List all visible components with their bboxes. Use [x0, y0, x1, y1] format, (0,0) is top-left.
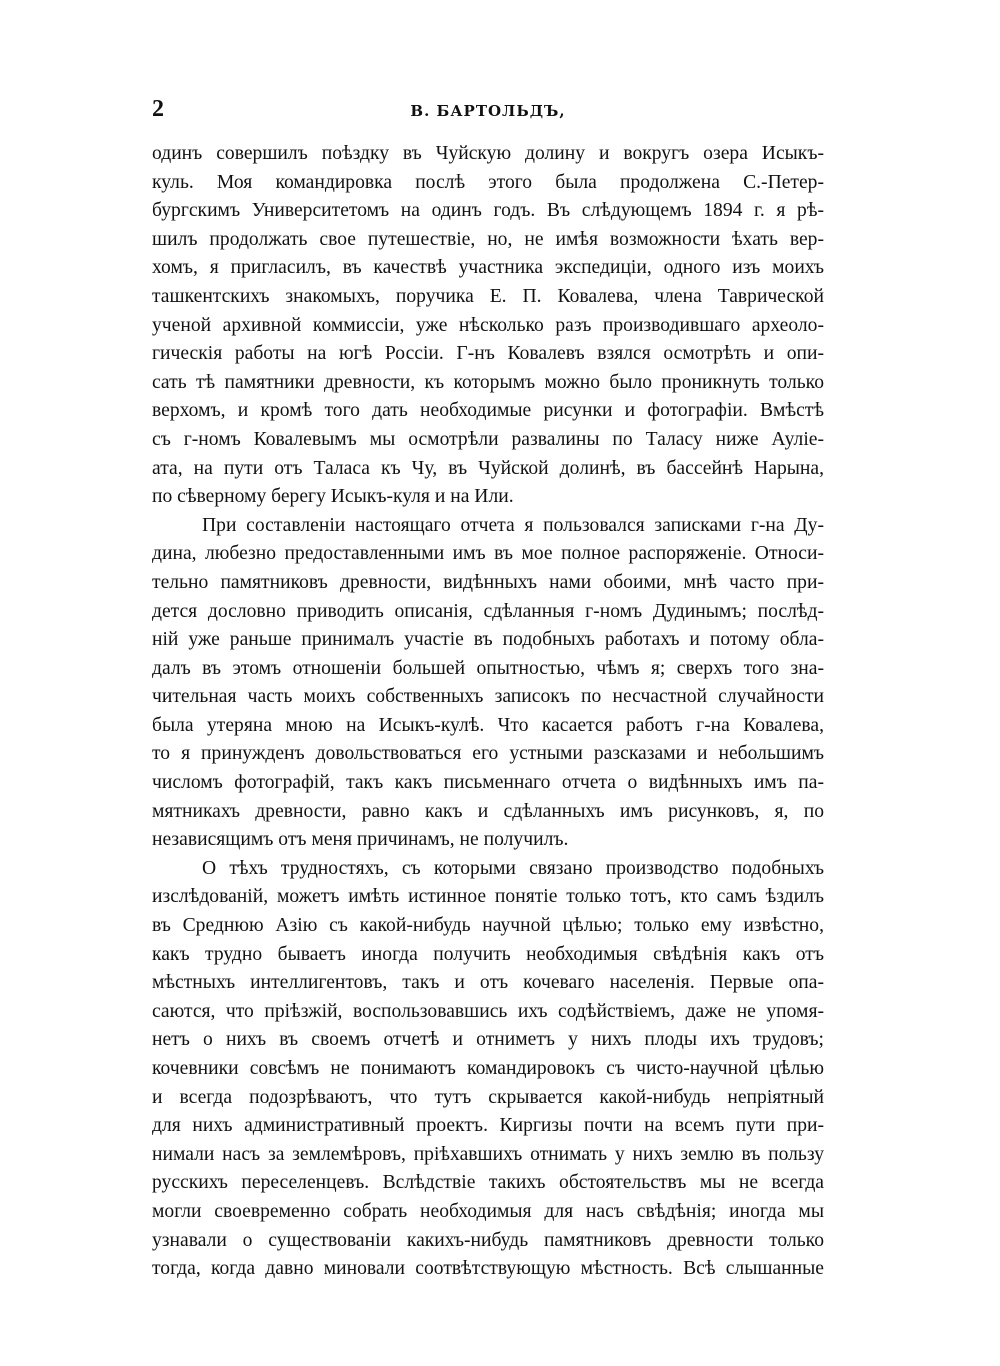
text-line: числомъ фотографій, такъ какъ письменнаго отчета о видѣнныхъ имъ па- [152, 772, 824, 794]
text-line: дется дословно приводить описанія, сдѣланныя г-номъ Дудинымъ; послѣд- [152, 600, 824, 622]
text-line: тогда, когда давно миновали соотвѣтствующую мѣстность. Всѣ слышанные [152, 1258, 824, 1280]
body-text [152, 140, 824, 1284]
text-line: бургскимъ Университетомъ на одинъ годъ. Въ слѣдующемъ 1894 г. я рѣ- [152, 200, 824, 222]
text-line: дина, любезно предоставленными имъ въ мое полное распоряженіе. Относи- [152, 543, 824, 565]
text-line: была утеряна мною на Исыкъ-кулѣ. Что касается работъ г-на Ковалева, [152, 714, 824, 736]
text-line: могли своевременно собрать необходимыя для насъ свѣдѣнія; иногда мы [152, 1200, 824, 1222]
text-line: какъ трудно бываетъ иногда получить необходимыя свѣдѣнія какъ отъ [152, 943, 824, 965]
running-head: В. БАРТОЛЬДЪ, [410, 102, 566, 120]
text-line: кочевники совсѣмъ не понимаютъ командировокъ съ чисто-научной цѣлью [152, 1058, 824, 1079]
paragraph-3 [152, 855, 824, 1284]
paragraph-1 [152, 140, 824, 512]
text-line: мятникахъ древности, равно какъ и сдѣланныхъ имъ рисунковъ, я, по [152, 800, 824, 822]
page-header [152, 96, 824, 130]
text-line: ата, на пути отъ Таласа къ Чу, въ Чуйской долинѣ, въ бассейнѣ Нарына, [152, 457, 824, 479]
text-line: саются, что пріѣзжій, воспользовавшись ихъ содѣйствіемъ, даже не упомя- [152, 1000, 824, 1022]
text-line: мѣстныхъ интеллигентовъ, такъ и отъ кочеваго населенія. Первые опа- [152, 972, 824, 994]
text-line: О тѣхъ трудностяхъ, съ которыми связано производство подобныхъ [202, 857, 824, 879]
text-line: тельно памятниковъ древности, видѣнныхъ нами обоими, мнѣ часто при- [152, 571, 824, 593]
text-line: ній уже раньше принималъ участіе въ подобныхъ работахъ и потому обла- [152, 629, 824, 651]
text-line: хомъ, я пригласилъ, въ качествѣ участника экспедиціи, одного изъ моихъ [152, 257, 824, 279]
text-line: изслѣдованій, можетъ имѣть истинное понятіе только тотъ, кто самъ ѣздилъ [152, 886, 824, 908]
text-line: шилъ продолжать свое путешествіе, но, не имѣя возможности ѣхать вер- [152, 228, 824, 250]
paragraph-2 [152, 512, 824, 855]
text-line: куль. Моя командировка послѣ этого была продолжена С.-Петер- [152, 171, 824, 193]
text-line: ученой архивной коммиссіи, уже нѣсколько разъ производившаго археоло- [152, 314, 824, 336]
text-line: и всегда подозрѣваютъ, что тутъ скрывается какой-нибудь непріятный [152, 1086, 824, 1108]
text-line: съ г-номъ Ковалевымъ мы осмотрѣли развалины по Таласу ниже Ауліе- [152, 428, 824, 450]
text-line: для нихъ административный проектъ. Киргизы почти на всемъ пути при- [152, 1115, 824, 1137]
text-line: далъ въ этомъ отношеніи большей опытностью, чѣмъ я; сверхъ того зна- [152, 657, 824, 679]
text-line: въ Среднюю Азію съ какой-нибудь научной цѣлью; только ему извѣстно, [152, 915, 824, 937]
text-line: одинъ совершилъ поѣздку въ Чуйскую долину и вокругъ озера Исыкъ- [152, 143, 824, 164]
text-line: русскихъ переселенцевъ. Вслѣдствіе такихъ обстоятельствъ мы не всегда [152, 1172, 824, 1194]
text-line: по сѣверному берегу Исыкъ-куля и на Или. [152, 486, 514, 508]
text-line: узнавали о существованіи какихъ-нибудь памятниковъ древности только [152, 1229, 824, 1251]
text-line: ташкентскихъ знакомыхъ, поручика Е. П. Ковалева, члена Таврической [152, 285, 824, 307]
text-line: верхомъ, и кромѣ того дать необходимые рисунки и фотографіи. Вмѣстѣ [152, 400, 824, 422]
text-line: чительная часть моихъ собственныхъ записокъ по несчастной случайности [152, 686, 824, 708]
text-line: сать тѣ памятники древности, къ которымъ можно было проникнуть только [152, 371, 824, 393]
text-line: гическія работы на югѣ Россіи. Г-нъ Ковалевъ взялся осмотрѣть и опи- [152, 343, 824, 365]
text-line: нетъ о нихъ въ своемъ отчетѣ и отниметъ у нихъ плоды ихъ трудовъ; [152, 1029, 824, 1051]
text-line: независящимъ отъ меня причинамъ, не получилъ. [152, 829, 569, 851]
text-line: то я принужденъ довольствоваться его устными разсказами и небольшимъ [152, 743, 824, 765]
text-line: нимали насъ за землемѣровъ, пріѣхавшихъ отнимать у нихъ землю въ пользу [152, 1143, 824, 1165]
text-line: При составленіи настоящаго отчета я пользовался записками г-на Ду- [202, 514, 824, 536]
page-number: 2 [152, 96, 164, 122]
